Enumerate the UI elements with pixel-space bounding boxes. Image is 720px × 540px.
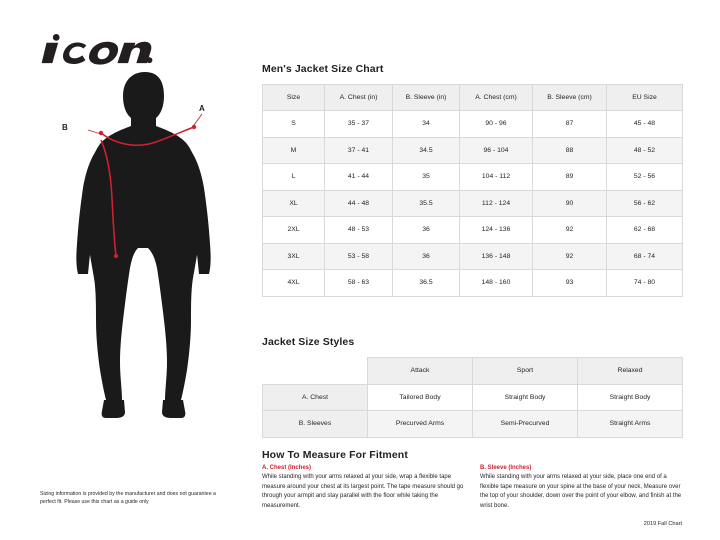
cell-chest-in: 53 - 58 [325, 243, 393, 270]
column-header-sleeve-in: B. Sleeve (in) [393, 85, 460, 111]
cell-chest-in: 37 - 41 [325, 137, 393, 164]
column-header-eu-size: EU Size [607, 85, 683, 111]
cell-sport-chest: Straight Body [473, 384, 578, 411]
cell-size: XL [263, 190, 325, 217]
left-column [0, 0, 250, 540]
cell-sleeve-cm: 88 [533, 137, 607, 164]
table-row [263, 164, 683, 191]
cell-eu-size: 62 - 68 [607, 217, 683, 244]
table-row [263, 217, 683, 244]
cell-chest-in: 48 - 53 [325, 217, 393, 244]
cell-sleeve-in: 35 [393, 164, 460, 191]
measure-sleeve-block [480, 465, 682, 512]
measure-chest-text: While standing with your arms relaxed at your side, wrap a flexible tape measure around your chest at its largest point. The tape measure should go through your armpit and stay parallel with the floor while taking the measurement. [262, 474, 464, 510]
cell-chest-cm: 148 - 160 [460, 270, 533, 297]
cell-size: M [263, 137, 325, 164]
row-label-chest: A. Chest [263, 384, 368, 411]
cell-sleeve-cm: 89 [533, 164, 607, 191]
cell-sleeve-in: 34.5 [393, 137, 460, 164]
cell-chest-cm: 124 - 136 [460, 217, 533, 244]
table-row [263, 137, 683, 164]
table-header-row [263, 85, 683, 111]
how-to-measure-title: How To Measure For Fitment [262, 449, 408, 461]
cell-sleeve-in: 35.5 [393, 190, 460, 217]
callout-label-b: B [62, 123, 68, 132]
column-header-chest-in: A. Chest (in) [325, 85, 393, 111]
cell-chest-cm: 136 - 148 [460, 243, 533, 270]
cell-size: L [263, 164, 325, 191]
cell-sleeve-cm: 87 [533, 111, 607, 138]
cell-chest-in: 44 - 48 [325, 190, 393, 217]
cell-size: 3XL [263, 243, 325, 270]
cell-relaxed-chest: Straight Body [578, 384, 683, 411]
cell-chest-in: 58 - 63 [325, 270, 393, 297]
footer-chart-year: 2019 Fall Chart [643, 521, 682, 527]
styles-section-title: Jacket Size Styles [262, 336, 355, 348]
column-header-sport: Sport [473, 358, 578, 385]
row-label-sleeves: B. Sleeves [263, 411, 368, 438]
cell-sleeve-cm: 92 [533, 243, 607, 270]
column-header-attack: Attack [368, 358, 473, 385]
cell-eu-size: 45 - 48 [607, 111, 683, 138]
cell-eu-size: 68 - 74 [607, 243, 683, 270]
sizing-disclaimer: Sizing information is provided by the manufacturer and does not guarantee a perfect fit. Please use this chart as a guide only [40, 491, 216, 506]
how-to-measure-body [262, 465, 682, 512]
corner-cell [263, 358, 368, 385]
cell-sport-sleeves: Semi-Precurved [473, 411, 578, 438]
cell-chest-cm: 90 - 96 [460, 111, 533, 138]
cell-sleeve-cm: 93 [533, 270, 607, 297]
cell-size: S [263, 111, 325, 138]
cell-chest-cm: 96 - 104 [460, 137, 533, 164]
cell-eu-size: 52 - 56 [607, 164, 683, 191]
table-header-row [263, 358, 683, 385]
table-row [263, 384, 683, 411]
cell-chest-in: 41 - 44 [325, 164, 393, 191]
size-chart-table [262, 84, 683, 297]
measure-chest-block [262, 465, 464, 512]
cell-size: 2XL [263, 217, 325, 244]
cell-eu-size: 74 - 80 [607, 270, 683, 297]
cell-sleeve-in: 36 [393, 217, 460, 244]
column-header-sleeve-cm: B. Sleeve (cm) [533, 85, 607, 111]
cell-attack-chest: Tailored Body [368, 384, 473, 411]
cell-sleeve-in: 34 [393, 111, 460, 138]
table-row [263, 270, 683, 297]
column-header-relaxed: Relaxed [578, 358, 683, 385]
column-header-size: Size [263, 85, 325, 111]
callout-label-a: A [199, 104, 205, 113]
cell-sleeve-cm: 90 [533, 190, 607, 217]
table-row [263, 243, 683, 270]
page-title: Men's Jacket Size Chart [262, 63, 384, 75]
measure-sleeve-title: B. Sleeve (Inches) [480, 465, 532, 471]
measure-sleeve-text: While standing with your arms relaxed at your side, place one end of a flexible tape measure on your spine at the base of your neck, Measure over the top of your shoulder, down over the point of your elbow, and finish at the wrist bone. [480, 474, 682, 510]
cell-sleeve-in: 36 [393, 243, 460, 270]
cell-eu-size: 48 - 52 [607, 137, 683, 164]
table-row [263, 111, 683, 138]
cell-eu-size: 56 - 62 [607, 190, 683, 217]
icon-brand-logo [40, 33, 155, 67]
cell-sleeve-cm: 92 [533, 217, 607, 244]
cell-chest-cm: 112 - 124 [460, 190, 533, 217]
cell-sleeve-in: 36.5 [393, 270, 460, 297]
measure-chest-title: A. Chest (Inches) [262, 465, 312, 471]
table-row [263, 190, 683, 217]
cell-relaxed-sleeves: Straight Arms [578, 411, 683, 438]
cell-chest-cm: 104 - 112 [460, 164, 533, 191]
cell-attack-sleeves: Precurved Arms [368, 411, 473, 438]
column-header-chest-cm: A. Chest (cm) [460, 85, 533, 111]
male-body-figure [60, 70, 230, 420]
cell-chest-in: 35 - 37 [325, 111, 393, 138]
cell-size: 4XL [263, 270, 325, 297]
table-row [263, 411, 683, 438]
jacket-size-styles-table [262, 357, 683, 438]
